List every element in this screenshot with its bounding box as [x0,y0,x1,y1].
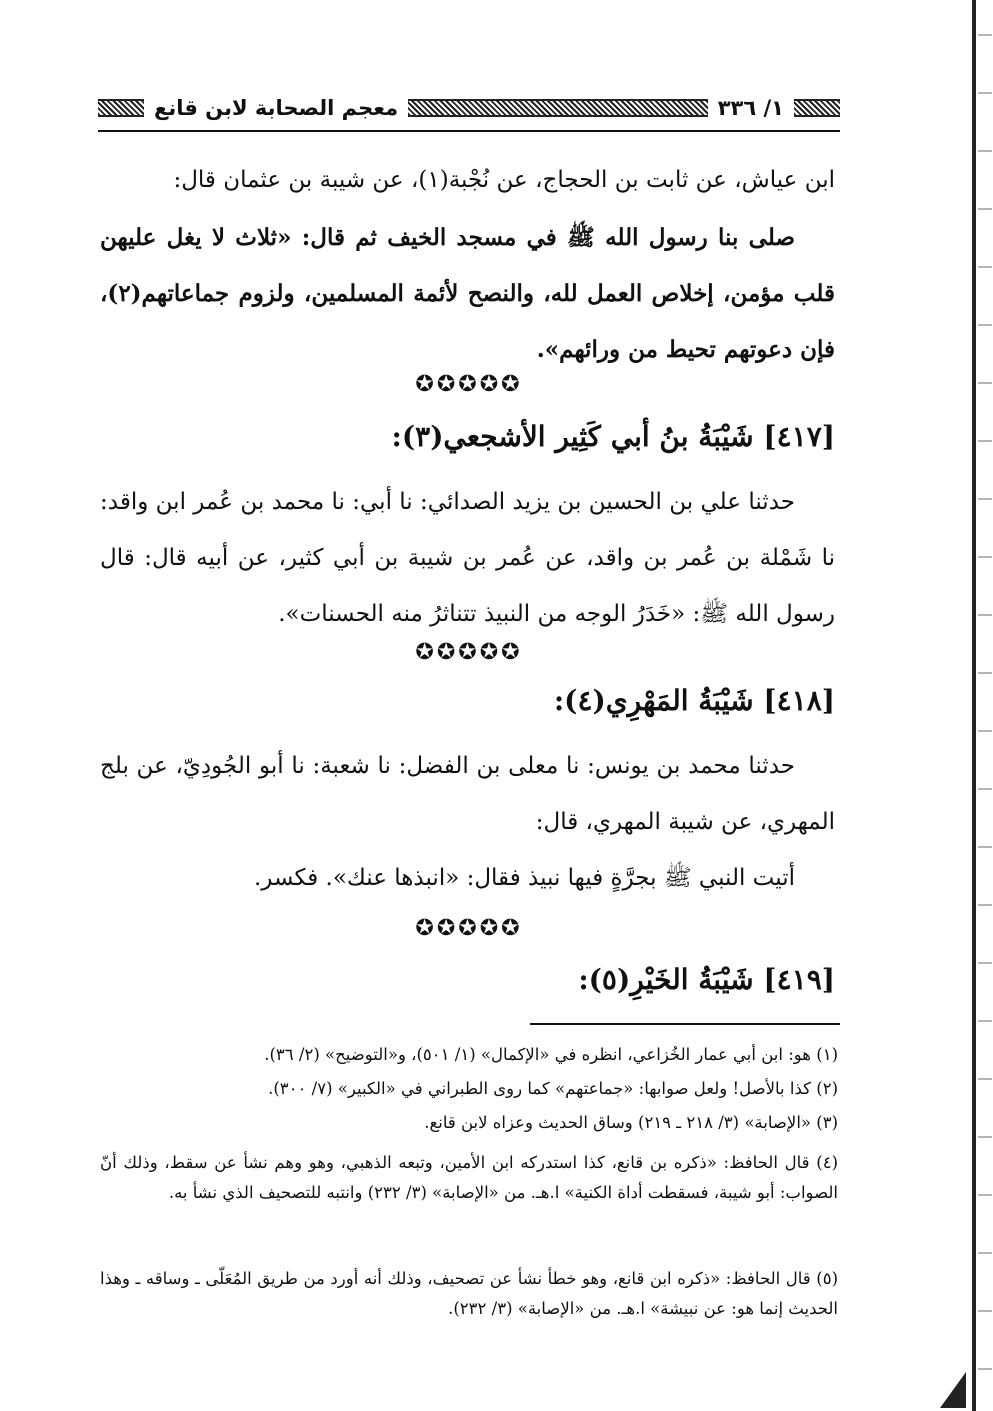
page-edge-marks [978,0,992,1411]
corner-triangle-mark [940,1372,966,1408]
paragraph-hadith-text-416: صلى بنا رسول الله ﷺ في مسجد الخيف ثم قال: «ثلاث لا يغل عليهن قلب مؤمن، إخلاص العمل لله، والنصح لأئمة المسلمين، ولزوم جماعاتهم(٢)، فإن دعوتهم تحيط من ورائهم». [100,224,835,363]
entry-heading-417: [٤١٧] شَيْبَةُ بنُ أبي كَثِير الأشجعي(٣): [391,420,835,453]
header-ornament-middle [408,99,708,117]
book-title: معجم الصحابة لابن قانع [154,96,399,120]
running-header [98,92,840,124]
footnote-1: (١) هو: ابن أبي عمار الخُزاعي، انظره في «الإكمال» (١/ ٥٠١)، و«التوضيح» (٢/ ٣٦). [264,1045,838,1064]
header-ornament-left [98,99,144,117]
entry-heading-419: [٤١٩] شَيْبَةُ الخَيْرِ(٥): [578,963,835,996]
footnote-separator [530,1023,840,1025]
footnote-4: (٤) قال الحافظ: «ذكره بن قانع، كذا استدركه ابن الأمين، وتبعه الذهبي، وهو وهم نشأ عن سقط، وذلك أنّ الصواب: أبو شيبة، فسقطت أداة الكنية» ا.هـ. من «الإصابة» (٣/ ٢٣٢) وانتبه للتصحيف الذي نشأ به. [100,1153,838,1202]
separator-stars: ✪✪✪✪✪ [415,916,523,941]
footnote-2: (٢) كذا بالأصل! ولعل صوابها: «جماعتهم» كما روى الطبراني في «الكبير» (٧/ ٣٠٠). [268,1079,838,1098]
paragraph-hadith-text-418: أتيت النبي ﷺ بجرَّةٍ فيها نبيذ فقال: «انبذها عنك». فكسر. [254,865,795,891]
page-edge-border [972,0,976,1411]
entry-heading-418: [٤١٨] شَيْبَةُ المَهْرِي(٤): [553,684,835,717]
footnote-3: (٣) «الإصابة» (٣/ ٢١٨ ـ ٢١٩) وساق الحديث وعزاه لابن قانع. [424,1113,838,1132]
header-rule [98,130,840,132]
page-number: ١/ ٣٣٦ [717,96,784,120]
separator-stars: ✪✪✪✪✪ [415,640,523,665]
paragraph-hadith-417: حدثنا علي بن الحسين بن يزيد الصدائي: نا أبي: نا محمد بن عُمر ابن واقد: نا شَمْلة بن عُمر بن واقد، عن عُمر بن شيبة بن أبي كثير، عن أبيه قال: قال رسول الله ﷺ: «خَدَرُ الوجه من النبيذ تتناثرُ منه الحسنات». [100,489,835,627]
footnote-5: (٥) قال الحافظ: «ذكره ابن قانع، وهو خطأ نشأ عن تصحيف، وذلك أنه أورد من طريق المُعَلّى ـ وساقه ـ وهذا الحديث إنما هو: عن نبيشة» ا.هـ. من «الإصابة» (٣/ ٢٣٢). [100,1269,838,1318]
paragraph-hadith-chain-418: حدثنا محمد بن يونس: نا معلى بن الفضل: نا شعبة: نا أبو الجُودِيّ، عن بلج المهري، عن شيبة المهري، قال: [100,753,835,835]
separator-stars: ✪✪✪✪✪ [415,372,523,397]
paragraph-hadith-chain-416: ابن عياش، عن ثابت بن الحجاج، عن نُجْبة(١)، عن شيبة بن عثمان قال: [173,167,835,193]
header-ornament-right [794,99,840,117]
